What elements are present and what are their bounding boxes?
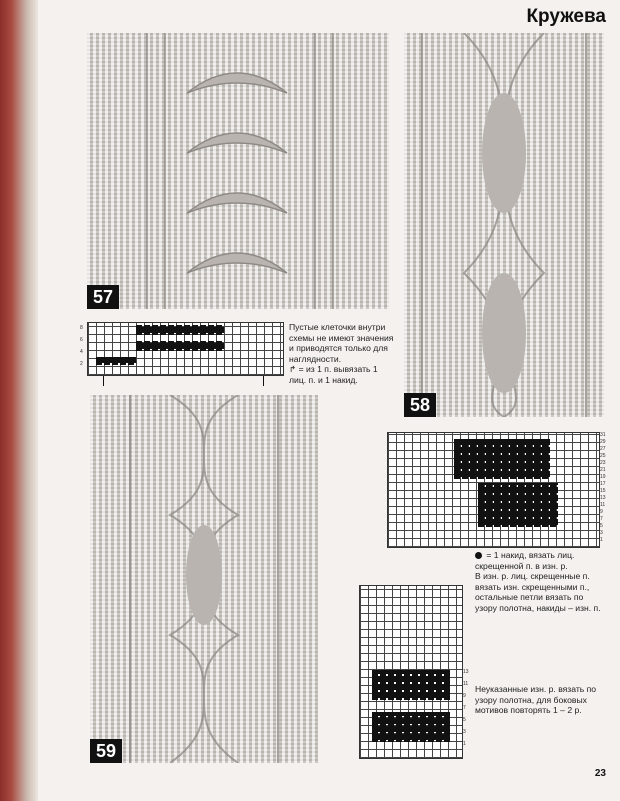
- swatch-photo-58: [404, 33, 604, 417]
- page-number: 23: [594, 768, 606, 779]
- swatch-57-motif: [87, 33, 389, 309]
- chart-58-row-numbers: 31 29 27 25 23 21 19 17 15 13 11 9 7 5 3 1: [600, 432, 606, 543]
- chart-57: [87, 322, 284, 376]
- chart-59-row-numbers: 13 11 9 7 5 3 1: [463, 669, 469, 747]
- page-title: Кружева: [526, 6, 606, 27]
- swatch-58-motif: [404, 33, 604, 417]
- note-pattern-58: = 1 накид, вязать лиц. скрещенной п. в изн. р. В изн. р. лиц. скрещенные п. вязать изн. скрещенными п., остальные петли вязать по узору полотна, накиды – изн. п.: [475, 550, 601, 613]
- swatch-photo-57: [87, 33, 389, 309]
- book-spine: [0, 0, 38, 801]
- pattern-number-59: 59: [90, 739, 122, 763]
- filled-circle-icon: [475, 552, 482, 559]
- swatch-photo-59: [90, 395, 318, 763]
- note-pattern-59: Неуказанные изн. р. вязать по узору полотна, для боковых мотивов повторять 1 – 2 р.: [475, 684, 597, 715]
- pattern-number-57: 57: [87, 285, 119, 309]
- note-pattern-57: Пустые клеточки внутри схемы не имеют значения и приводятся только для наглядности. ↱ = из 1 п. вывязать 1 лиц. п. и 1 накид.: [289, 322, 394, 385]
- pattern-number-58: 58: [404, 393, 436, 417]
- chart-58: [387, 432, 600, 548]
- chart-57-arrow-right: [263, 376, 264, 386]
- chart-59: [359, 585, 463, 759]
- swatch-59-motif: [90, 395, 318, 763]
- chart-57-arrow-left: [103, 376, 104, 386]
- chart-57-row-numbers: 8 6 4 2: [80, 325, 83, 367]
